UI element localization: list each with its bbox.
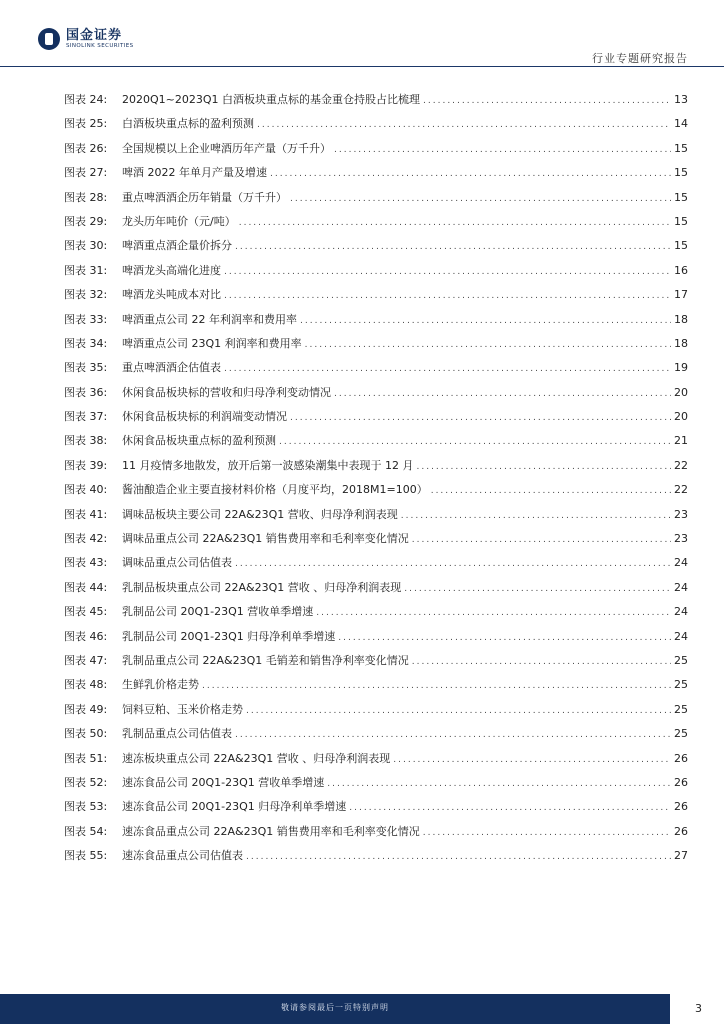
dot-leader <box>412 535 671 545</box>
dot-leader <box>431 486 671 496</box>
dot-leader <box>305 340 671 350</box>
toc-entry[interactable] <box>64 701 688 725</box>
page-header <box>0 0 724 70</box>
toc-entry-title: 2020Q1~2023Q1 白酒板块重点标的基金重仓持股占比梳理 <box>122 93 421 106</box>
toc-entry-page: 15 <box>674 141 688 155</box>
toc-entry[interactable] <box>64 603 688 627</box>
toc-entry-label: 图表 25: <box>64 117 108 131</box>
toc-entry-page: 15 <box>674 214 688 228</box>
toc-entry-label: 图表 46: <box>64 629 108 643</box>
dot-leader <box>404 584 671 594</box>
toc-entry-page: 14 <box>674 117 688 131</box>
toc-entry-page: 15 <box>674 166 688 180</box>
dot-leader <box>235 730 671 740</box>
dot-leader <box>423 828 671 838</box>
toc-entry-label: 图表 36: <box>64 385 108 399</box>
toc-entry-page: 24 <box>674 605 688 619</box>
toc-entry-page: 22 <box>674 483 688 497</box>
dot-leader <box>338 633 671 643</box>
dot-leader <box>279 437 671 447</box>
dot-leader <box>246 706 671 716</box>
page-number: 3 <box>695 1002 702 1015</box>
toc-entry-label: 图表 45: <box>64 605 108 619</box>
dot-leader <box>290 194 671 204</box>
toc-entry-title: 休闲食品板块标的利润端变动情况 <box>122 410 287 424</box>
toc-entry[interactable] <box>64 530 688 554</box>
toc-entry-page: 25 <box>674 727 688 741</box>
toc-entry[interactable] <box>64 115 688 139</box>
toc-entry[interactable] <box>64 286 688 310</box>
toc-entry[interactable] <box>64 311 688 335</box>
toc-entry[interactable] <box>64 554 688 578</box>
toc-entry-label: 图表 27: <box>64 166 108 180</box>
toc-entry-label: 图表 38: <box>64 434 108 448</box>
dot-leader <box>270 169 671 179</box>
dot-leader <box>412 657 671 667</box>
dot-leader <box>401 511 671 521</box>
toc-entry-label: 图表 33: <box>64 312 108 326</box>
toc-entry-label: 图表 34: <box>64 336 108 350</box>
toc-entry[interactable] <box>64 262 688 286</box>
dot-leader <box>393 755 671 765</box>
toc-entry-title: 调味品重点公司 22A&23Q1 销售费用率和毛利率变化情况 <box>122 532 409 546</box>
toc-entry[interactable] <box>64 457 688 481</box>
toc-entry-label: 图表 40: <box>64 483 108 497</box>
dot-leader <box>316 608 671 618</box>
toc-entry[interactable] <box>64 164 688 188</box>
dot-leader <box>235 559 671 569</box>
toc-entry[interactable] <box>64 140 688 164</box>
toc-entry-title: 啤酒重点酒企量价拆分 <box>122 239 232 253</box>
toc-entry-title: 酱油酿造企业主要直接材料价格（月度平均，2018M1=100） <box>122 483 428 497</box>
toc-entry[interactable] <box>64 213 688 237</box>
toc-entry[interactable] <box>64 725 688 749</box>
toc-entry-page: 23 <box>674 532 688 546</box>
toc-entry-label: 图表 31: <box>64 263 108 277</box>
toc-entry-page: 26 <box>674 824 688 838</box>
toc-entry-label: 图表 35: <box>64 361 108 375</box>
toc-entry-title: 休闲食品板块重点标的盈利预测 <box>122 434 276 448</box>
toc-entry-title: 啤酒重点公司 22 年利润率和费用率 <box>122 312 297 326</box>
dot-leader <box>349 803 671 813</box>
toc-entry[interactable] <box>64 652 688 676</box>
toc-entry-title: 休闲食品板块标的营收和归母净利变动情况 <box>122 385 331 399</box>
toc-entry-page: 13 <box>674 93 688 106</box>
toc-entry-title: 速冻板块重点公司 22A&23Q1 营收 、归母净利润表现 <box>122 751 391 765</box>
toc-entry-label: 图表 26: <box>64 141 108 155</box>
toc-entry-title: 乳制品重点公司 22A&23Q1 毛销差和销售净利率变化情况 <box>122 653 409 667</box>
toc-entry-label: 图表 32: <box>64 288 108 302</box>
toc-entry-page: 25 <box>674 702 688 716</box>
toc-entry[interactable] <box>64 481 688 505</box>
toc-entry-title: 乳制品重点公司估值表 <box>122 727 232 741</box>
toc-entry-label: 图表 42: <box>64 532 108 546</box>
toc-entry[interactable] <box>64 628 688 652</box>
toc-entry-label: 图表 54: <box>64 824 108 838</box>
toc-entry-title: 龙头历年吨价（元/吨） <box>122 214 236 228</box>
toc-entry-title: 速冻食品重点公司估值表 <box>122 849 243 863</box>
toc-entry-label: 图表 49: <box>64 702 108 716</box>
toc-entry[interactable] <box>64 798 688 822</box>
brand-name-en: SINOLINK SECURITIES <box>66 42 134 49</box>
toc-entry[interactable] <box>64 384 688 408</box>
toc-entry-label: 图表 37: <box>64 410 108 424</box>
dot-leader <box>416 462 671 472</box>
toc-entry[interactable] <box>64 579 688 603</box>
dot-leader <box>224 291 671 301</box>
toc-entry[interactable] <box>64 847 688 871</box>
toc-entry-title: 乳制品公司 20Q1-23Q1 归母净利单季增速 <box>122 629 336 643</box>
dot-leader <box>423 96 671 106</box>
toc-entry-label: 图表 52: <box>64 775 108 789</box>
toc-entry-title: 速冻食品公司 20Q1-23Q1 营收单季增速 <box>122 775 325 789</box>
toc-entry-label: 图表 55: <box>64 849 108 863</box>
toc-entry-title: 速冻食品公司 20Q1-23Q1 归母净利单季增速 <box>122 800 347 814</box>
brand-logo-icon <box>38 28 60 50</box>
toc-entry-page: 17 <box>674 288 688 302</box>
toc-entry[interactable] <box>64 676 688 700</box>
toc-entry-label: 图表 50: <box>64 727 108 741</box>
dot-leader <box>202 681 671 691</box>
toc-entry-title: 调味品重点公司估值表 <box>122 556 232 570</box>
figure-list <box>64 91 688 872</box>
page-footer <box>0 994 724 1024</box>
toc-entry-title: 生鲜乳价格走势 <box>122 678 199 692</box>
toc-entry-page: 15 <box>674 239 688 253</box>
toc-entry-page: 27 <box>674 849 688 863</box>
toc-entry[interactable] <box>64 774 688 798</box>
toc-entry-page: 20 <box>674 385 688 399</box>
footer-bar <box>0 994 670 1024</box>
header-divider <box>0 66 724 67</box>
toc-entry-page: 15 <box>674 190 688 204</box>
toc-entry-title: 乳制品板块重点公司 22A&23Q1 营收 、归母净利润表现 <box>122 580 402 594</box>
dot-leader <box>224 267 671 277</box>
toc-entry-title: 啤酒重点公司 23Q1 利润率和费用率 <box>122 336 302 350</box>
toc-entry-page: 26 <box>674 751 688 765</box>
toc-entry-title: 重点啤酒酒企估值表 <box>122 361 221 375</box>
toc-entry-page: 21 <box>674 434 688 448</box>
dot-leader <box>327 779 671 789</box>
toc-entry-page: 20 <box>674 410 688 424</box>
toc-entry-title: 调味品板块主要公司 22A&23Q1 营收、归母净利润表现 <box>122 507 398 521</box>
toc-entry-label: 图表 41: <box>64 507 108 521</box>
toc-entry-page: 25 <box>674 678 688 692</box>
report-type: 行业专题研究报告 <box>592 52 688 65</box>
toc-entry-page: 26 <box>674 800 688 814</box>
toc-entry[interactable] <box>64 432 688 456</box>
toc-entry-label: 图表 39: <box>64 458 108 472</box>
toc-entry-page: 25 <box>674 653 688 667</box>
toc-entry[interactable] <box>64 91 688 115</box>
toc-entry-title: 啤酒龙头吨成本对比 <box>122 288 221 302</box>
toc-entry-page: 23 <box>674 507 688 521</box>
toc-entry-page: 24 <box>674 629 688 643</box>
toc-entry[interactable] <box>64 335 688 359</box>
toc-entry[interactable] <box>64 189 688 213</box>
toc-entry-label: 图表 48: <box>64 678 108 692</box>
toc-entry[interactable] <box>64 823 688 847</box>
toc-entry[interactable] <box>64 359 688 383</box>
toc-entry-page: 22 <box>674 458 688 472</box>
toc-entry-page: 24 <box>674 580 688 594</box>
brand-name-cn: 国金证券 <box>66 27 123 43</box>
toc-entry-label: 图表 47: <box>64 653 108 667</box>
toc-entry-page: 16 <box>674 263 688 277</box>
toc-entry-title: 重点啤酒酒企历年销量（万千升） <box>122 190 287 204</box>
toc-entry-title: 饲料豆粕、玉米价格走势 <box>122 702 243 716</box>
toc-entry-label: 图表 51: <box>64 751 108 765</box>
toc-entry-title: 11 月疫情多地散发，放开后第一波感染潮集中表现于 12 月 <box>122 458 414 472</box>
toc-entry-label: 图表 53: <box>64 800 108 814</box>
toc-entry-page: 18 <box>674 312 688 326</box>
toc-entry-page: 19 <box>674 361 688 375</box>
toc-entry-page: 18 <box>674 336 688 350</box>
dot-leader <box>300 316 671 326</box>
dot-leader <box>290 413 671 423</box>
dot-leader <box>246 852 671 862</box>
toc-entry-title: 乳制品公司 20Q1-23Q1 营收单季增速 <box>122 605 314 619</box>
toc-entry-page: 26 <box>674 775 688 789</box>
dot-leader <box>334 389 671 399</box>
toc-entry-title: 白酒板块重点标的盈利预测 <box>122 117 254 131</box>
toc-entry-page: 24 <box>674 556 688 570</box>
toc-entry-title: 速冻食品重点公司 22A&23Q1 销售费用率和毛利率变化情况 <box>122 824 420 838</box>
toc-entry-title: 啤酒 2022 年单月产量及增速 <box>122 166 267 180</box>
footer-disclaimer: 敬请参阅最后一页特别声明 <box>281 1003 389 1012</box>
toc-entry-label: 图表 30: <box>64 239 108 253</box>
dot-leader <box>257 120 671 130</box>
toc-entry[interactable] <box>64 750 688 774</box>
toc-entry-title: 全国规模以上企业啤酒历年产量（万千升） <box>122 141 331 155</box>
toc-entry-label: 图表 24: <box>64 93 108 106</box>
logo <box>38 28 134 50</box>
toc-entry[interactable] <box>64 408 688 432</box>
dot-leader <box>239 218 671 228</box>
toc-entry-label: 图表 43: <box>64 556 108 570</box>
toc-entry[interactable] <box>64 506 688 530</box>
toc-entry-label: 图表 44: <box>64 580 108 594</box>
toc-entry-label: 图表 28: <box>64 190 108 204</box>
toc-entry-label: 图表 29: <box>64 214 108 228</box>
toc-entry-title: 啤酒龙头高端化进度 <box>122 263 221 277</box>
toc-entry[interactable] <box>64 237 688 261</box>
dot-leader <box>334 145 671 155</box>
dot-leader <box>224 364 671 374</box>
logo-text <box>66 29 134 50</box>
dot-leader <box>235 242 671 252</box>
